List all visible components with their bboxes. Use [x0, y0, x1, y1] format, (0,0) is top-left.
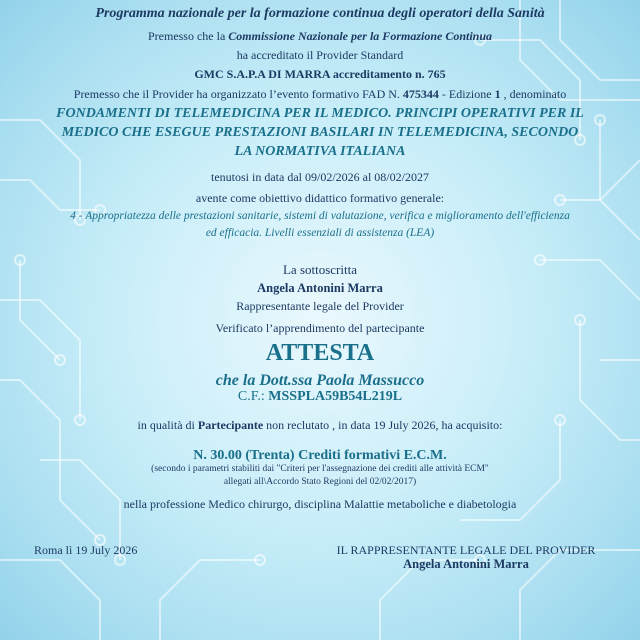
place-date: Roma lì 19 July 2026 — [34, 543, 138, 557]
credits-note-line-2: allegati all\Accordo Stato Regioni del 02/02/2017) — [223, 477, 417, 487]
commission-name: Commissione Nazionale per la Formazione Continua — [228, 29, 493, 43]
representative-name: Angela Antonini Marra — [403, 557, 529, 571]
signer-name: Angela Antonini Marra — [257, 281, 383, 295]
participant-name: che la Dott.ssa Paola Massucco — [215, 372, 425, 389]
premise-commission-line — [0, 29, 640, 44]
tax-code-value: MSSPLA59B54L219L — [268, 389, 403, 404]
event-title-line-2: MEDICO CHE ESEGUE PRESTAZIONI BASILARI IN TELEMEDICINA, SECONDO — [61, 125, 579, 140]
event-title-line-1: FONDAMENTI DI TELEMEDICINA PER IL MEDICO. PRINCIPI OPERATIVI PER IL — [56, 106, 584, 121]
credits-amount: N. 30.00 (Trenta) Crediti formativi E.C.M. — [193, 448, 447, 463]
premise-prefix: Premesso che la — [147, 29, 229, 43]
signer-intro: La sottoscritta — [282, 262, 357, 277]
edition-label: - Edizione — [438, 87, 495, 101]
credits-note-line-1: (secondo i parametri stabiliti dai "Criteri per l'assegnazione dei crediti alle attività ECM" — [151, 464, 489, 474]
profession-line: nella professione Medico chirurgo, disciplina Malattie metaboliche e diabetologia — [123, 497, 517, 511]
participation-role: Partecipante — [197, 418, 264, 432]
edition-number: 1 — [494, 87, 501, 101]
tax-code-line — [0, 389, 640, 405]
participation-suffix: non reclutato , in data 19 July 2026, ha acquisito: — [263, 418, 503, 432]
program-title: Programma nazionale per la formazione continua degli operatori della Sanità — [95, 6, 545, 21]
signer-role: Rappresentante legale del Provider — [236, 299, 404, 313]
event-premise-text: Premesso che il Provider ha organizzato l’evento formativo FAD N. — [73, 87, 403, 101]
provider-line: GMC S.A.P.A DI MARRA accreditamento n. 765 — [194, 67, 446, 81]
representative-title: IL RAPPRESENTANTE LEGALE DEL PROVIDER — [336, 543, 596, 557]
participation-prefix: in qualità di — [137, 418, 198, 432]
objective-line-1: 4 - Appropriatezza delle prestazioni sanitarie, sistemi di valutazione, verifica e miglioramento dell'efficienza — [70, 210, 570, 222]
event-title-line-3: LA NORMATIVA ITALIANA — [234, 144, 406, 159]
attestation-heading: ATTESTA — [265, 340, 375, 366]
objective-line-2: ed efficacia. Livelli essenziali di assistenza (LEA) — [205, 227, 435, 239]
tax-code-label: C.F.: — [237, 389, 269, 404]
accredited-line: ha accreditato il Provider Standard — [236, 48, 404, 62]
participation-line — [0, 418, 640, 433]
event-number: 475344 — [402, 87, 439, 101]
event-dates: tenutosi in data dal 09/02/2026 al 08/02/2027 — [211, 170, 429, 184]
objective-intro: avente come obiettivo didattico formativo generale: — [195, 191, 445, 205]
verified-line: Verificato l’apprendimento del partecipante — [215, 321, 425, 335]
event-premise-suffix: , denominato — [500, 87, 567, 101]
event-premise-line — [0, 87, 640, 102]
